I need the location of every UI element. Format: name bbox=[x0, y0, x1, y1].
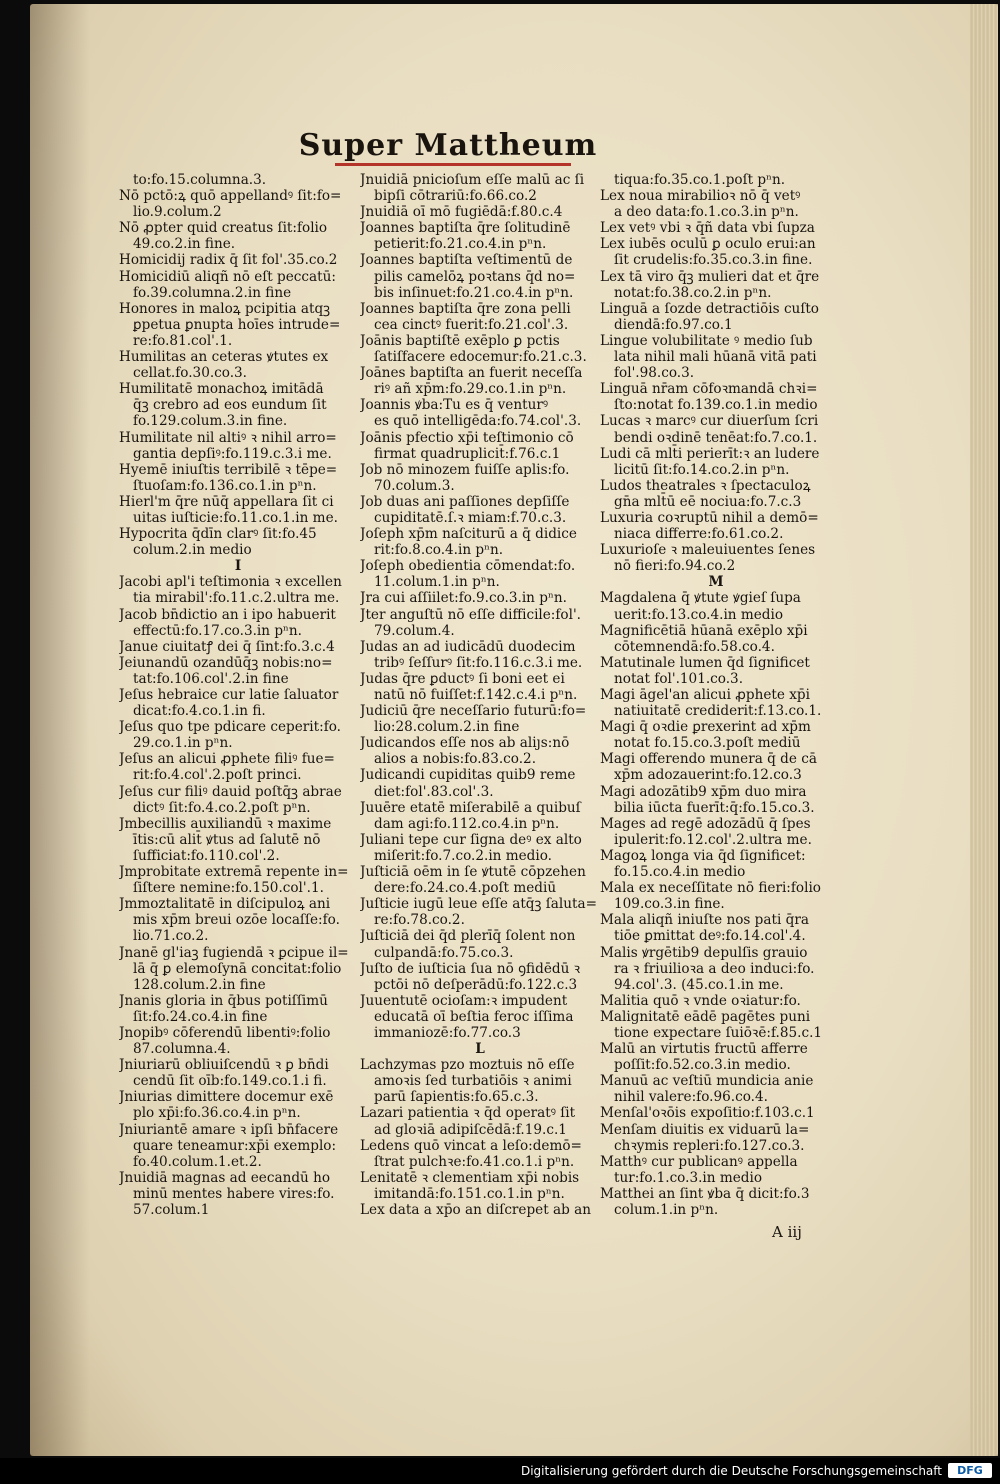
index-entry-line: Judas q̄re ꝑductꝰ ſi boni eet ei bbox=[360, 670, 565, 687]
index-entry-continuation: quare teneamur:xp̄i exemplo: bbox=[133, 1137, 337, 1154]
book-page bbox=[30, 4, 998, 1456]
index-entry-line: Joānes baptiſta an fuerit neceſſa bbox=[360, 365, 583, 382]
index-entry-line: Menſam diuitis ex viduarū la= bbox=[600, 1121, 810, 1138]
index-entry-line: Lingue volubilitate ꝰ medio ſub bbox=[600, 332, 813, 349]
index-entry-continuation: bilia iūcta fuerīt:q̄:fo.15.co.3. bbox=[614, 799, 815, 816]
index-entry-line: Magnificētiā hūanā exēplo xp̄i bbox=[600, 622, 808, 639]
index-entry-line: Jacobi apl'i teſtimonia ꝛ excellen bbox=[119, 574, 342, 591]
index-entry-continuation: q̄ꝫ crebro ad eos eundum ſit bbox=[133, 397, 327, 414]
index-entry-continuation: amoꝛis ſed turbatiōis ꝛ animi bbox=[374, 1073, 572, 1090]
index-entry-line: Humilitate nil altiꝰ ꝛ nihil arro= bbox=[119, 429, 337, 446]
index-entry-continuation: colum.1.in pⁿn. bbox=[614, 1202, 719, 1218]
index-entry-continuation: xp̄m adozauerint:fo.12.co.3 bbox=[614, 767, 802, 784]
index-entry-continuation: licitū ſit:fo.14.co.2.in pⁿn. bbox=[614, 461, 790, 478]
index-entry-line: Linguā nr̄am cōfoꝛmandā chꝛi= bbox=[600, 381, 818, 398]
index-entry-line: Jeſus cur filiꝰ dauid poſtq̄ꝫ abrae bbox=[119, 783, 342, 800]
index-entry-continuation: cea cinctꝰ fuerit:fo.21.col'.3. bbox=[374, 316, 569, 333]
index-entry-continuation: ad gloꝛiā adipiſcēdā:f.19.c.1 bbox=[374, 1121, 567, 1138]
index-entry-line: Jeſus an alicui ꝓphete filiꝰ fue= bbox=[119, 751, 335, 768]
index-entry-continuation: fo.39.columna.2.in fine bbox=[133, 284, 292, 301]
index-entry-line: Jnanē gl'iaꝫ fugiendā ꝛ ꝑcipue il= bbox=[119, 944, 349, 961]
footer-bar bbox=[0, 1458, 1000, 1484]
index-entry-continuation: dam agi:fo.112.co.4.in pⁿn. bbox=[374, 815, 560, 832]
index-entry-continuation: educatā oī̄ beſtia feroc iſſima bbox=[374, 1008, 574, 1025]
index-entry-continuation: cellat.fo.30.co.3. bbox=[133, 365, 248, 382]
index-entry-line: Jniurias dimittere docemur exē bbox=[119, 1089, 334, 1106]
index-entry-continuation: dicat:fo.4.co.1.in fi. bbox=[133, 703, 266, 720]
index-entry-continuation: fo.129.colum.3.in fine. bbox=[133, 413, 288, 430]
index-entry-continuation: 79.colum.4. bbox=[374, 622, 455, 639]
index-entry-line: Joannes baptiſta q̄re ſolitudinē bbox=[360, 220, 571, 237]
index-entry-line: Homicidij radix q̄ ſit fol'.35.co.2 bbox=[119, 252, 338, 269]
index-entry-continuation: ꝑpetua ꝑnupta hoīes intrude= bbox=[133, 316, 341, 333]
index-entry-continuation: ītis:cū alit̄ ꝟtus ad ſalutē nō bbox=[133, 831, 321, 848]
index-entry-line: Humilitas an ceteras ꝟtutes ex bbox=[119, 349, 329, 366]
index-entry-line: Magdalena q̄ ꝟtute ꝟgieſ ſupa bbox=[600, 590, 801, 607]
index-entry-continuation: petierit:fo.21.co.4.in pⁿn. bbox=[374, 236, 547, 253]
index-entry-continuation: tiqua:fo.35.co.1.poſt pⁿn. bbox=[614, 172, 786, 188]
index-entry-line: Jmprobitate extremā repente in= bbox=[119, 864, 349, 881]
index-entry-continuation: cupiditatē.ſ.ꝛ miam:f.70.c.3. bbox=[374, 509, 567, 526]
index-entry-continuation: ſatiſfacere edocemur:fo.21.c.3. bbox=[374, 349, 587, 366]
index-entry-continuation: tribꝰ ſeſſurꝰ ſit:fo.116.c.3.i me. bbox=[374, 654, 583, 671]
index-entry-line: Jeſus quo tpe pdicare ceperit:fo. bbox=[119, 719, 341, 736]
index-entry-line: Luxurioſe ꝛ maleuiuentes ſenes bbox=[600, 542, 816, 559]
index-entry-line: Jnuidiā magnas ad eecandū ho bbox=[119, 1169, 331, 1186]
index-entry-continuation: lio:28.colum.2.in fine bbox=[374, 719, 520, 736]
index-entry-line: Mala ex neceſſitate nō fieri:folio bbox=[600, 880, 821, 897]
index-entry-continuation: 11.colum.1.in pⁿn. bbox=[374, 574, 500, 591]
index-entry-line: Janue ciuitatꝭ dei q̄ ſint:fo.3.c.4 bbox=[119, 638, 335, 655]
index-entry-line: Homicidiū aliqñ nō eſt peccatū: bbox=[119, 268, 336, 285]
index-entry-continuation: 57.colum.1 bbox=[133, 1202, 210, 1218]
index-entry-line: Lex iubēs oculū ꝑ oculo erui:an bbox=[600, 236, 816, 253]
index-entry-continuation: alios a nobis:fo.83.co.2. bbox=[374, 751, 537, 768]
index-entry-line: Lazari patientia ꝛ q̄d operatꝰ ſit bbox=[360, 1105, 576, 1122]
index-entry-continuation: a deo data:fo.1.co.3.in pⁿn. bbox=[614, 204, 799, 221]
index-entry-line: Hyemē iniuſtis terribilē ꝛ tēpe= bbox=[119, 461, 338, 478]
index-entry-line: Nō pctō:ꝝ quō appellandꝰ ſit:fo= bbox=[119, 188, 342, 205]
index-entry-line: Jnopibꝰ cōferendū libentiꝰ:folio bbox=[119, 1024, 331, 1041]
index-entry-continuation: ſto:notat fo.139.co.1.in medio bbox=[614, 397, 818, 414]
dfg-logo: DFG bbox=[948, 1463, 992, 1478]
index-entry-line: Jmbecillis auxiliandū ꝛ maxime bbox=[119, 815, 332, 832]
index-entry-line: Luxuria coꝛruptū nihil a demō= bbox=[600, 509, 819, 526]
index-entry-continuation: re:fo.81.col'.1. bbox=[133, 332, 233, 349]
text-column-2 bbox=[360, 172, 600, 1218]
page-fore-edge bbox=[970, 4, 998, 1456]
index-entry-line: Joannes baptiſta veſtimentū de bbox=[360, 252, 573, 269]
index-entry-continuation: uitas iuſticie:fo.11.co.1.in me. bbox=[133, 509, 338, 526]
index-entry-line: Hierl'm q̄re nūq̄ appellara ſit ci bbox=[119, 493, 334, 510]
index-entry-continuation: dere:fo.24.co.4.poſt mediū bbox=[374, 880, 557, 897]
index-entry-continuation: ſtuoſam:fo.136.co.1.in pⁿn. bbox=[133, 477, 317, 494]
index-entry-line: Malis ꝟrgētib9 depulſis grauio bbox=[600, 944, 808, 961]
index-entry-line: Matthei an ſint ꝟba q̄ dicit:fo.3 bbox=[600, 1185, 810, 1202]
index-entry-line: Jeiunandū ozandūq̄ꝫ nobis:no= bbox=[119, 654, 333, 671]
index-entry-line: Ledens quō vincat a leſo:demō= bbox=[360, 1137, 582, 1154]
index-entry-line: Honores in maloꝝ pcipitia atqꝫ bbox=[119, 300, 331, 317]
signature-mark: A iij bbox=[772, 1223, 802, 1241]
index-entry-continuation: riꝰ añ xp̄m:fo.29.co.1.in pⁿn. bbox=[374, 381, 567, 398]
index-entry-continuation: ſufficiat:fo.110.col'.2. bbox=[133, 847, 280, 864]
index-entry-continuation: tione expectare ſuiōꝛē:f.85.c.1 bbox=[614, 1024, 823, 1041]
index-entry-line: Lachzymas pzo moztuis nō eſſe bbox=[360, 1057, 575, 1074]
index-entry-line: Job nō minozem fuiſſe aplis:fo. bbox=[360, 461, 570, 478]
index-entry-continuation: notat:fo.38.co.2.in pⁿn. bbox=[614, 284, 772, 301]
index-entry-continuation: effectū:fo.17.co.3.in pⁿn. bbox=[133, 622, 303, 639]
index-entry-continuation: fo.40.colum.1.et.2. bbox=[133, 1153, 262, 1170]
index-entry-line: Jnuidiā pnicioſum eſſe malū ac ſi bbox=[360, 172, 585, 188]
index-entry-line: Magi adozātib9 xp̄m duo mira bbox=[600, 783, 807, 800]
index-entry-continuation: gantia depſiꝰ:fo.119.c.3.i me. bbox=[133, 445, 332, 462]
index-entry-line: Juliani tepe cur ſigna deꝰ ex alto bbox=[360, 831, 582, 848]
index-entry-line: Jniuriarū obliuiſcendū ꝛ ꝑ bn̄di bbox=[119, 1057, 329, 1074]
index-entry-continuation: firmat quadruplicit̄:f.76.c.1 bbox=[374, 445, 561, 462]
index-entry-line: Jra cui aſſiilet:fo.9.co.3.in pⁿn. bbox=[360, 590, 567, 607]
index-entry-line: Magi offerendo munera q̄ de cā bbox=[600, 751, 817, 768]
index-entry-line: Linguā a ſozde detractiōis cuſto bbox=[600, 300, 819, 317]
page-gutter-shadow bbox=[30, 4, 90, 1456]
index-entry-line: Mages ad regē adozādū q̄ ſpes bbox=[600, 815, 811, 832]
index-entry-continuation: miſerit:fo.7.co.2.in medio. bbox=[374, 847, 552, 864]
index-entry-line: Jnuidiā oī mō fugiēdā:f.80.c.4 bbox=[360, 204, 563, 221]
index-entry-continuation: lata nihil mali hūanā vitā pati bbox=[614, 349, 817, 366]
index-entry-line: Joſeph xp̄m naſciturū a q̄ didice bbox=[360, 526, 577, 543]
index-entry-continuation: minū mentes habere vires:fo. bbox=[133, 1185, 335, 1202]
index-entry-continuation: dictꝰ ſit:fo.4.co.2.poſt pⁿn. bbox=[133, 799, 311, 816]
index-entry-line: Ludi cā mlt̄i perierīt:ꝛ an ludere bbox=[600, 445, 820, 462]
footer-credit-text: Digitalisierung gefördert durch die Deutsche Forschungsgemeinschaft bbox=[520, 1464, 942, 1478]
index-entry-line: Lex data a xp̄o an diſcrepet ab an bbox=[360, 1202, 591, 1218]
index-entry-continuation: 49.co.2.in fine. bbox=[133, 236, 236, 253]
index-entry-line: Matthꝰ cur publicanꝰ appella bbox=[600, 1153, 798, 1170]
index-entry-line: Joannes baptiſta q̄re zona pelli bbox=[360, 300, 571, 317]
index-entry-continuation: natū nō fuiſſet:f.142.c.4.i pⁿn. bbox=[374, 687, 578, 703]
index-entry-continuation: es quō intelligēda:fo.74.col'.3. bbox=[374, 413, 582, 430]
index-entry-line: Hypocrita q̄dīn clarꝰ ſit:fo.45 bbox=[119, 526, 317, 543]
index-entry-continuation: diendā:fo.97.co.1 bbox=[614, 316, 733, 333]
index-entry-line: Judiciū q̄re neceſſario futurū:fo= bbox=[360, 703, 587, 720]
index-entry-continuation: natiuitatē crediderit:f.13.co.1. bbox=[614, 703, 822, 720]
index-entry-continuation: cōtemnendā:fo.58.co.4. bbox=[614, 638, 775, 655]
index-entry-line: Menſal'oꝛōis expoſitio:f.103.c.1 bbox=[600, 1105, 815, 1122]
index-entry-line: Jter anguſtū nō eſſe difficile:fol'. bbox=[360, 606, 582, 623]
index-entry-line: Manuū ac veſtiū mundicia anie bbox=[600, 1073, 814, 1090]
index-entry-continuation: 128.colum.2.in fine bbox=[133, 976, 266, 993]
index-entry-line: Juſto de iuſticia ſua nō ꝯfidēdū ꝛ bbox=[360, 960, 581, 977]
index-entry-line: Judas an ad iudicādū duodecim bbox=[360, 638, 576, 655]
index-entry-line: Juuentutē ocioſam:ꝛ impudent bbox=[360, 992, 568, 1009]
running-head-red-rule bbox=[335, 163, 571, 166]
index-entry-line: Joānis pfectio xp̄i teſtimonio cō bbox=[360, 429, 574, 446]
index-entry-line: Judicandos eſſe nos ab aliȷs:nō bbox=[360, 735, 570, 752]
running-head: Super Mattheum bbox=[298, 128, 598, 163]
index-entry-line: Juſticie iugū leue eſſe atq̄ꝫ ſaluta= bbox=[360, 896, 597, 913]
index-entry-continuation: ſit:fo.24.co.4.in fine bbox=[133, 1008, 268, 1025]
index-entry-continuation: 29.co.1.in pⁿn. bbox=[133, 735, 233, 752]
index-entry-line: Joannis ꝟba:Tu es q̄ venturꝰ bbox=[360, 397, 549, 414]
index-entry-line: Humilitatē monachoꝝ imitādā bbox=[119, 381, 324, 398]
index-entry-line: Malitia quō ꝛ vnde oꝛiatur:fo. bbox=[600, 992, 801, 1009]
index-entry-continuation: chꝛymis repleri:fo.127.co.3. bbox=[614, 1137, 805, 1154]
index-entry-continuation: tur:fo.1.co.3.in medio bbox=[614, 1169, 763, 1186]
index-entry-continuation: cendū ſit oīb:fo.149.co.1.i fi. bbox=[133, 1073, 327, 1090]
index-entry-continuation: plo xp̄i:fo.36.co.4.in pⁿn. bbox=[133, 1105, 301, 1122]
index-entry-line: Jeſus hebraice cur latie ſaluator bbox=[119, 687, 339, 703]
index-entry-continuation: ſiſtere nemine:fo.150.col'.1. bbox=[133, 880, 324, 897]
index-entry-continuation: fol'.98.co.3. bbox=[614, 365, 695, 382]
index-entry-continuation: 94.col'.3. (45.co.1.in me. bbox=[614, 976, 784, 993]
index-entry-line: Magi āgel'an alicui ꝓphete xp̄i bbox=[600, 687, 810, 703]
index-entry-continuation: fo.15.co.4.in medio bbox=[614, 864, 746, 881]
index-entry-continuation: niaca differre:fo.61.co.2. bbox=[614, 526, 784, 543]
index-entry-line: Nō ꝓpter quid creatus ſit:folio bbox=[119, 220, 328, 237]
index-entry-continuation: poſſit:fo.52.co.3.in medio. bbox=[614, 1057, 791, 1074]
index-entry-line: Magoꝝ longa via q̄d ſignificet: bbox=[600, 847, 806, 864]
index-entry-line: Malū an virtutis fructū afferre bbox=[600, 1041, 808, 1058]
index-entry-line: Lex noua mirabilioꝛ nō q̄ vetꝰ bbox=[600, 188, 801, 205]
index-entry-continuation: ipulerit:fo.12.col'.2.ultra me. bbox=[614, 831, 812, 848]
section-letter-heading: L bbox=[475, 1041, 485, 1058]
index-entry-line: Malignitatē eādē pagētes puni bbox=[600, 1008, 811, 1025]
index-entry-continuation: re:fo.78.co.2. bbox=[374, 912, 465, 929]
index-entry-line: Juſticiā oēm in ſe ꝟtutē cōpzehen bbox=[360, 864, 586, 881]
index-entry-continuation: lio.71.co.2. bbox=[133, 928, 209, 945]
index-entry-line: Jniuriantē amare ꝛ ipſi bn̄facere bbox=[119, 1121, 339, 1138]
index-entry-continuation: lā q̄ ꝑ elemoſynā concitat:folio bbox=[133, 960, 342, 977]
index-entry-continuation: notat fol'.101.co.3. bbox=[614, 670, 744, 687]
index-entry-line: Jnanis gloria in q̄bus potiſſimū bbox=[119, 992, 328, 1009]
text-column-3 bbox=[600, 172, 832, 1218]
index-entry-continuation: rit:fo.4.col'.2.poſt princi. bbox=[133, 767, 302, 784]
index-entry-continuation: tia mirabil':fo.11.c.2.ultra me. bbox=[133, 590, 340, 607]
index-entry-continuation: nihil valere:fo.96.co.4. bbox=[614, 1089, 768, 1106]
index-entry-continuation: pctōi nō deſperādū:fo.122.c.3 bbox=[374, 976, 578, 993]
index-entry-continuation: 87.columna.4. bbox=[133, 1041, 231, 1058]
index-entry-continuation: to:fo.15.columna.3. bbox=[133, 172, 267, 188]
index-entry-line: Matutinale lumen q̄d ſignificet bbox=[600, 654, 810, 671]
text-column-1 bbox=[119, 172, 357, 1218]
index-entry-continuation: nō fieri:fo.94.co.2 bbox=[614, 558, 736, 575]
index-entry-line: Mala aliqñ iniuſte nos pati q̄ra bbox=[600, 912, 809, 929]
index-entry-continuation: 109.co.3.in fine. bbox=[614, 896, 725, 913]
index-entry-line: Lucas ꝛ marcꝰ cur diuerſum ſcri bbox=[600, 413, 819, 430]
index-entry-continuation: diet:fol'.83.col'.3. bbox=[374, 783, 494, 800]
index-entry-line: Joānis baptiſtē exēplo ꝑ pctis bbox=[360, 332, 560, 349]
index-entry-continuation: culpandā:fo.75.co.3. bbox=[374, 944, 514, 961]
index-entry-line: Juuēre etatē miſerabilē a quibuſ bbox=[360, 799, 581, 816]
index-entry-continuation: pilis camelōꝝ poꝛtans q̄d no= bbox=[374, 268, 576, 285]
index-entry-continuation: lio.9.colum.2 bbox=[133, 204, 222, 221]
index-entry-continuation: rit:fo.8.co.4.in pⁿn. bbox=[374, 542, 504, 559]
section-letter-heading: I bbox=[234, 558, 242, 575]
index-entry-continuation: ſtrat pulchꝛe:fo.41.co.1.i pⁿn. bbox=[374, 1153, 575, 1170]
index-entry-continuation: gn̄a mlt̄ū eē nociua:fo.7.c.3 bbox=[614, 493, 802, 510]
index-entry-continuation: notat fo.15.co.3.poſt mediū bbox=[614, 735, 801, 752]
index-entry-continuation: 70.colum.3. bbox=[374, 477, 455, 494]
index-entry-line: Job duas ani paſſiones depſiſſe bbox=[360, 493, 570, 510]
index-entry-continuation: tiōe ꝑmittat deꝰ:fo.14.col'.4. bbox=[614, 928, 806, 945]
index-entry-continuation: tat:fo.106.col'.2.in fine bbox=[133, 670, 289, 687]
index-entry-continuation: bis inſinuet:fo.21.co.4.in pⁿn. bbox=[374, 284, 574, 301]
index-entry-continuation: uerit:fo.13.co.4.in medio bbox=[614, 606, 784, 623]
index-entry-line: Ludos theatrales ꝛ ſpectaculoꝝ bbox=[600, 477, 811, 494]
index-entry-line: Jmmoztalitatē in diſcipuloꝝ ani bbox=[119, 896, 331, 913]
index-entry-continuation: colum.2.in medio bbox=[133, 542, 252, 559]
index-entry-line: Jacob bn̄dictio an i ipo habuerit bbox=[119, 606, 336, 623]
index-entry-line: Juſticiā dei q̄d plerīq̄ ſolent non bbox=[360, 928, 576, 945]
index-entry-continuation: imitandā:fo.151.co.1.in pⁿn. bbox=[374, 1185, 565, 1202]
index-entry-continuation: ra ꝛ friuilioꝛa a deo induci:fo. bbox=[614, 960, 815, 977]
index-entry-continuation: parū ſapientis:fo.65.c.3. bbox=[374, 1089, 539, 1106]
index-entry-line: Judicandi cupiditas quib9 reme bbox=[360, 767, 576, 784]
index-entry-continuation: immaniozē:fo.77.co.3 bbox=[374, 1024, 521, 1041]
index-entry-line: Lex vetꝰ vbi ꝛ q̄ñ data vbi ſupza bbox=[600, 220, 815, 237]
index-entry-continuation: mis xp̄m breui ozōe locaſſe:fo. bbox=[133, 912, 340, 929]
index-entry-line: Magi q̄ oꝛdie ꝑrexerint ad xp̄m bbox=[600, 719, 811, 736]
section-letter-heading: M bbox=[708, 574, 724, 591]
index-entry-line: Joſeph obedientia cōmendat:fo. bbox=[360, 558, 576, 575]
index-entry-continuation: bendi oꝛdinē tenēat:fo.7.co.1. bbox=[614, 429, 818, 446]
index-entry-line: Lex tā viro q̄ꝫ mulieri dat et q̄re bbox=[600, 268, 820, 285]
index-entry-continuation: bipſi cōtrariū:fo.66.co.2 bbox=[374, 188, 537, 205]
index-entry-line: Lenitatē ꝛ clementiam xp̄i nobis bbox=[360, 1169, 580, 1186]
index-entry-continuation: ſit crudelis:fo.35.co.3.in fine. bbox=[614, 252, 813, 269]
